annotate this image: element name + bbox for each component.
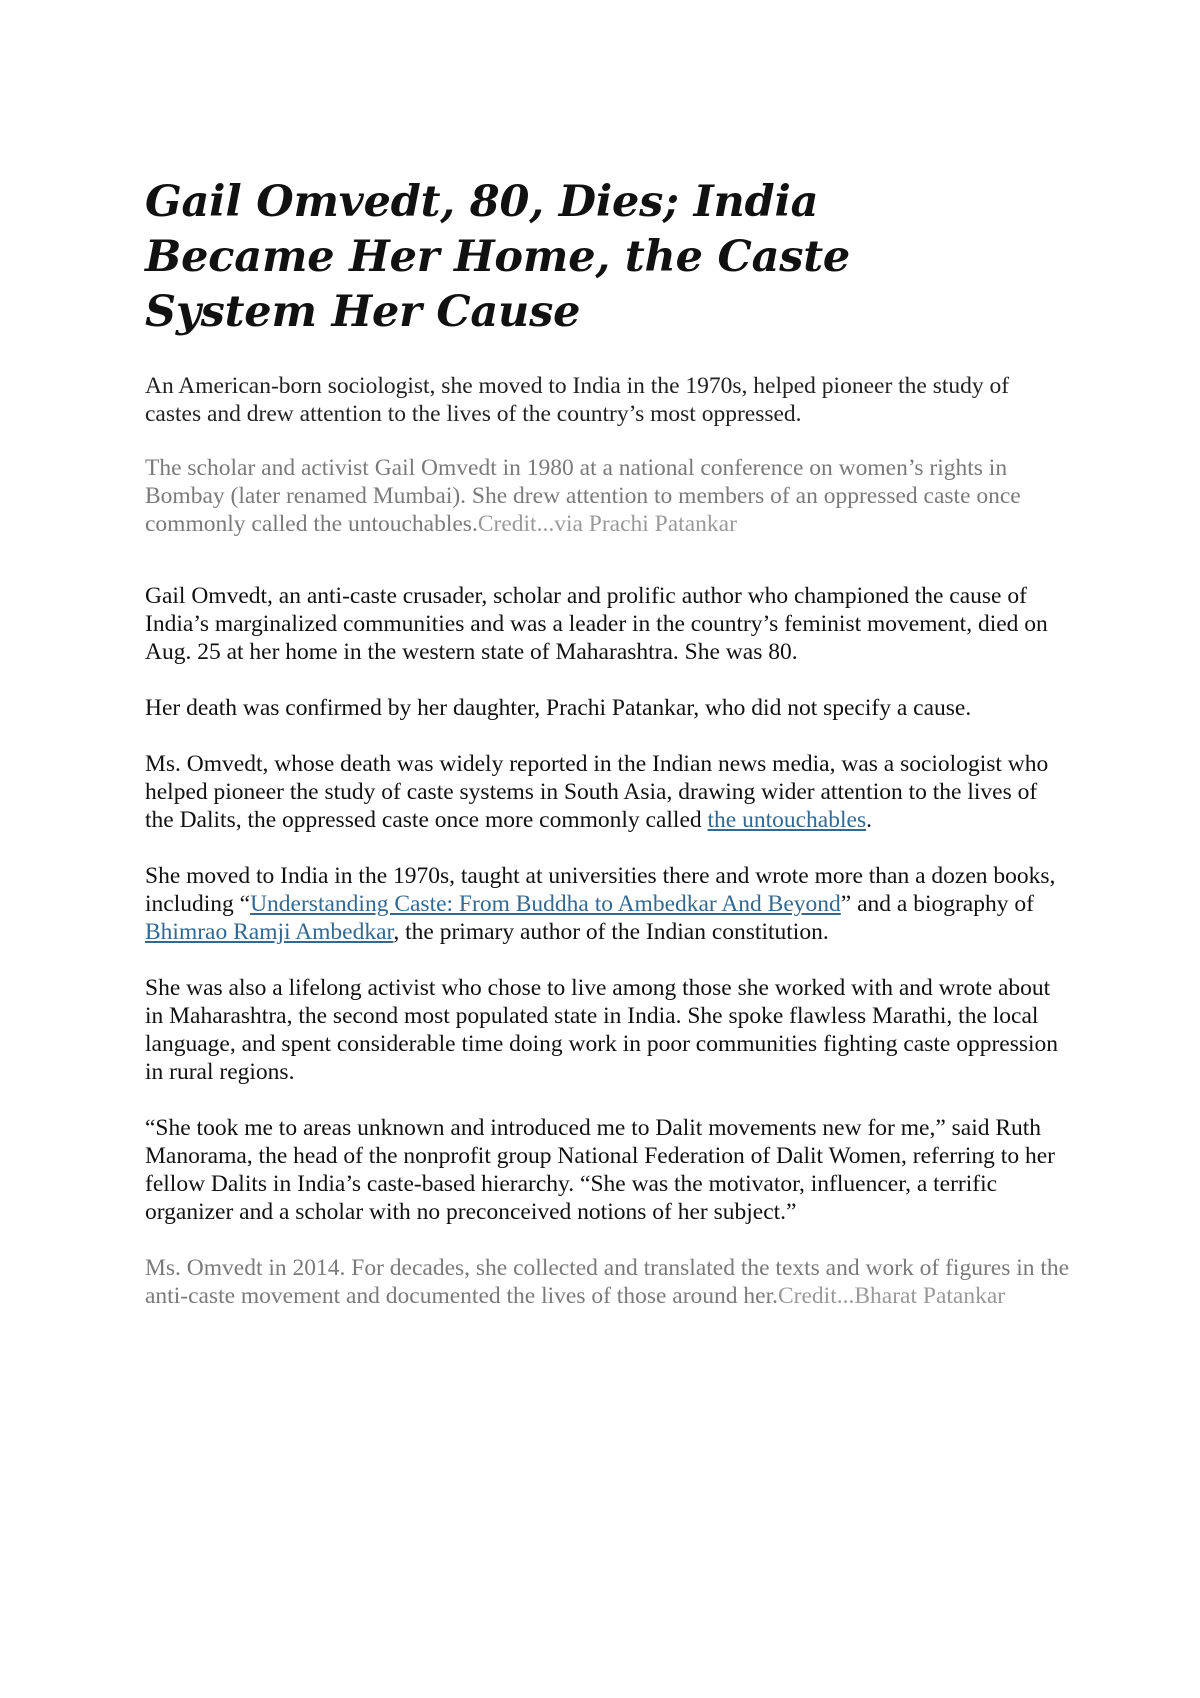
body-paragraph-4 <box>145 862 1070 946</box>
ambedkar-link[interactable]: Bhimrao Ramji Ambedkar <box>145 919 394 945</box>
article-headline: Gail Omvedt, 80, Dies; India Became Her Home, the Caste System Her Cause <box>145 177 851 337</box>
untouchables-link[interactable]: the untouchables <box>707 807 867 833</box>
body-paragraph-4-text: She moved to India in the 1970s, taught at universities there and wrote more than a dozen books, including “ <box>145 863 1056 917</box>
body-paragraph-5: She was also a lifelong activist who chose to live among those she worked with and wrote about in Maharashtra, the second most populated state in India. She spoke flawless Marathi, the local language, and spent considerable time doing work in poor communities fighting caste oppression in rural regions. <box>145 975 1059 1085</box>
understanding-caste-book-link[interactable]: Understanding Caste: From Buddha to Ambedkar And Beyond <box>250 891 841 917</box>
body-paragraph-4-end: , the primary author of the Indian constitution. <box>393 919 829 945</box>
body-paragraph-3-end: . <box>866 807 872 833</box>
article <box>145 175 1070 1310</box>
body-paragraph-6: “She took me to areas unknown and introduced me to Dalit movements new for me,” said Ruth Manorama, the head of the nonprofit group National Federation of Dalit Women, referring to her fellow Dalits in India’s caste-based hierarchy. “She was the motivator, influencer, a terrific organizer and a scholar with no preconceived notions of her subject.” <box>145 1115 1055 1225</box>
article-summary: An American-born sociologist, she moved to India in the 1970s, helped pioneer the study of castes and drew attention to the lives of the country’s most oppressed. <box>145 373 1010 427</box>
photo-caption-1-text: The scholar and activist Gail Omvedt in 1980 at a national conference on women’s rights in Bombay (later renamed Mumbai). She drew attention to members of an oppressed caste once commonly called the untouchables. <box>145 455 1021 537</box>
body-paragraph-3-text: Ms. Omvedt, whose death was widely reported in the Indian news media, was a sociologist who helped pioneer the study of caste systems in South Asia, drawing wider attention to the lives of the Dalits, the oppressed caste once more commonly called <box>145 751 1049 833</box>
photo-caption-1 <box>145 454 1070 538</box>
photo-caption-2 <box>145 1254 1070 1310</box>
body-paragraph-3 <box>145 750 1070 834</box>
photo-credit-1: Credit...via Prachi Patankar <box>477 511 737 537</box>
body-paragraph-4-mid: ” and a biography of <box>840 891 1034 917</box>
photo-caption-2-text: Ms. Omvedt in 2014. For decades, she collected and translated the texts and work of figures in the anti-caste movement and documented the lives of those around her. <box>145 1255 1070 1309</box>
body-paragraph-1: Gail Omvedt, an anti-caste crusader, scholar and prolific author who championed the cause of India’s marginalized communities and was a leader in the country’s feminist movement, died on Aug. 25 at her home in the western state of Maharashtra. She was 80. <box>145 583 1048 665</box>
photo-credit-2: Credit...Bharat Patankar <box>778 1283 1006 1309</box>
body-paragraph-2: Her death was confirmed by her daughter, Prachi Patankar, who did not specify a cause. <box>145 695 972 721</box>
